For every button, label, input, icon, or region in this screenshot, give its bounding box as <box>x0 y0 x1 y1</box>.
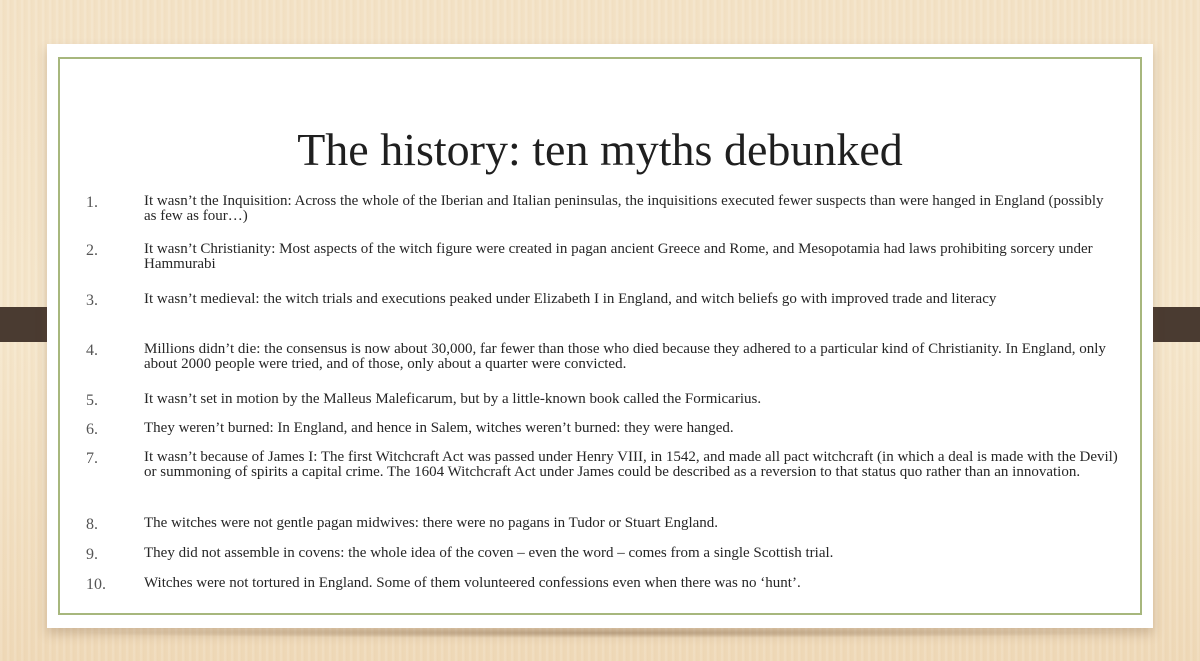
myth-number: 2. <box>86 242 98 259</box>
myth-number: 7. <box>86 450 98 467</box>
slide-shadow <box>58 628 1142 638</box>
myth-text: It wasn’t Christianity: Most aspects of the witch figure were created in pagan ancient Greece and Rome, and Mesopotamia had laws prohibiting sorcery under Hammurabi <box>144 241 1093 272</box>
myth-text: It wasn’t because of James I: The first Witchcraft Act was passed under Henry VIII, in 1542, and made all pact witchcraft (in which a deal is made with the Devil) or summoning of spirits a capital crime. The 1604 Witchcraft Act under James could be described as a reversion to that status quo rather than an innovation. <box>144 449 1118 480</box>
myth-number: 10. <box>86 576 106 593</box>
myth-text: It wasn’t set in motion by the Malleus Maleficarum, but by a little-known book called the Formicarius. <box>144 391 762 407</box>
myth-number: 4. <box>86 342 98 359</box>
myth-text: It wasn’t the Inquisition: Across the whole of the Iberian and Italian peninsulas, the inquisitions executed fewer suspects than were hanged in England (possibly as few as four…) <box>144 193 1104 224</box>
myth-number: 1. <box>86 194 98 211</box>
myth-number: 9. <box>86 546 98 563</box>
myth-number: 8. <box>86 516 98 533</box>
myth-number: 3. <box>86 292 98 309</box>
myth-text: Millions didn’t die: the consensus is now about 30,000, far fewer than those who died because they adhered to a particular kind of Christianity. In England, only about 2000 people were tried, and of those, only about a quarter were convicted. <box>144 341 1106 372</box>
myth-text: They weren’t burned: In England, and hence in Salem, witches weren’t burned: they were hanged. <box>144 420 734 436</box>
myth-text: The witches were not gentle pagan midwives: there were no pagans in Tudor or Stuart England. <box>144 515 719 531</box>
myth-text: It wasn’t medieval: the witch trials and executions peaked under Elizabeth I in England, and witch beliefs go with improved trade and literacy <box>144 291 997 307</box>
myth-number: 5. <box>86 392 98 409</box>
myth-text: Witches were not tortured in England. Some of them volunteered confessions even when there was no ‘hunt’. <box>144 575 801 591</box>
myth-text: They did not assemble in covens: the whole idea of the coven – even the word – comes from a single Scottish trial. <box>144 545 834 561</box>
slide-title: The history: ten myths debunked <box>297 124 903 175</box>
myth-number: 6. <box>86 421 98 438</box>
